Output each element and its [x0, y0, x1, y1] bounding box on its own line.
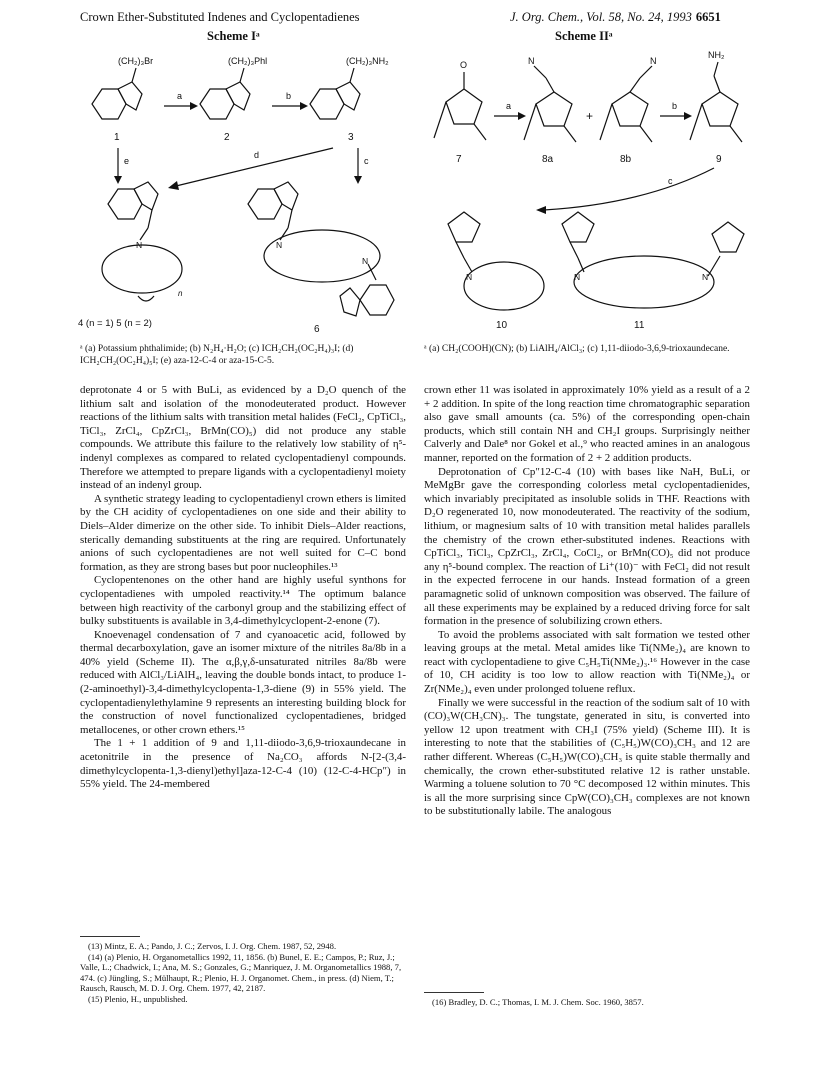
compound-8a-label: 8a [542, 154, 554, 165]
arrow-b-label: b [672, 101, 678, 111]
enone-7-structure [434, 72, 486, 140]
running-header-journal [510, 10, 721, 25]
paragraph: Finally we were successful in the reaction of the sodium salt of 10 with (CO)₃W(CH₃CN)₃. The tungstate, generated in situ, is converted into yellow 12 upon treatment with CH₃I (75% yield) (Scheme III). It is interesting to note that the stabilities of (C₅H₅)W(CO)₃CH₃ and 12 are rather different. Whereas (C₅H₅)W(CO)₃CH₃ is quite stable thermally and chemically, the crown ether-substituted relative 12 is rather unstable. Warming a toluene solution to 70 °C decomposed 12 within minutes. This is all the more surprising since CpW(CO)₃CH₃ complexes are not known to be substitutionally labile. The analogous [424, 696, 750, 818]
paragraph: Cyclopentenones on the other hand are highly useful synthons for cyclopentadienes with umpoled reactivity.¹⁴ The optimum balance between high reactivity of the carbonyl group and the stabilizing effect of bulky substituents is available in 3,4-dimethylcyclopent-2-enone (7). [80, 574, 406, 628]
footnote-rule-right [424, 992, 484, 993]
arrow-a-label: a [177, 91, 183, 101]
indene-3-structure [310, 68, 360, 119]
bis-indene-crown-6-structure [248, 182, 394, 316]
scheme-1-diagram [78, 44, 408, 334]
nitrile-8b-n: N [650, 56, 657, 66]
substituent-phi: (CH₂)₃Phl [228, 56, 268, 66]
reference: (14) (a) Plenio, H. Organometallics 1992, 11, 1856. (b) Bunel, E. E.; Campos, P.; Ruz, J.; Valle, L.; Chadwick, I.; Ana, M. S.; Gonzales, G.; Manriquez, J. M. Organometallics 1988, 7, 474. (c) Jüngling, S.; Mülhaupt, R.; Plenio, H. J. Organomet. Chem., in press. (d) Niem, T.; Rausch, Rausch, M. D. J. Org. Chem. 1977, 42, 2187. [80, 951, 402, 994]
bis-cp-crown-11-structure [562, 212, 744, 308]
crown-11-n2: N [702, 272, 709, 282]
nitrile-8b-structure [600, 66, 652, 142]
crown-11-n1: N [574, 272, 581, 282]
reference: (15) Plenio, H., unpublished. [88, 993, 188, 1004]
journal-citation: J. Org. Chem., Vol. 58, No. 24, 1993 [510, 10, 692, 24]
compound-11-label: 11 [634, 320, 645, 331]
ring-size-n: n [178, 289, 183, 298]
carbonyl-o: O [460, 60, 468, 70]
right-references [424, 997, 750, 1008]
arrow-c [544, 168, 714, 210]
arrow-b-label: b [286, 91, 292, 101]
paragraph: Knoevenagel condensation of 7 and cyanoacetic acid, followed by thermal decarboxylation, gave an isomer mixture of the nitriles 8a/8b in a 40% yield (Scheme II). The α,β,γ,δ-unsaturated nitriles 8a/8b were reduced with AlCl₃/LiAlH₄, leaving the double bonds intact, to produce 1-(2-aminoethyl)-3,4-dimethylcyclopenta-1,3-diene (9) in 55% yield. The cyclopentadienylethylamine 9 represents an interesting building block for the construction of novel functionalized cyclopentadienes, bridged metallocenes, or other crown ethers.¹⁵ [80, 628, 406, 736]
compound-3-label: 3 [348, 132, 354, 143]
right-text-column [424, 384, 750, 819]
left-text-column [80, 384, 406, 792]
compound-10-label: 10 [496, 320, 508, 331]
arrow-c-label: c [364, 156, 369, 166]
arrow-c-label: c [668, 176, 673, 186]
compound-4-5-label: 4 (n = 1) 5 (n = 2) [78, 318, 152, 329]
crown-6-n2: N [362, 256, 369, 266]
crown-10-n: N [466, 272, 473, 282]
paragraph: To avoid the problems associated with salt formation we tested other leaving groups at the metal. Metal amides like Ti(NMe₂)₄ are known to react with cyclopentadiene to give C₅H₅Ti(NMe₂)₃.¹⁶ However in the case of 10, CH acidity is too low to allow reaction with Ti(NMe₂)₄ or Zr(NMe₂)₄ even under prolonged toluene reflux. [424, 628, 750, 696]
compound-7-label: 7 [456, 154, 462, 165]
crown-4-5-n: N [136, 240, 143, 250]
arrow-e-label: e [124, 156, 130, 166]
paragraph: crown ether 11 was isolated in approximately 10% yield as a result of a 2 + 2 addition. In spite of the long reaction time chromatographic separation also gave small amounts (ca. 5%) of the corresponding open-chain products, which still contain NH and CH₂I groups. Surprisingly neither Calverly and Dale⁸ nor Gokel et al.,⁹ who reacted amines in an analogous manner, reported on the formation of 2 + 2 addition products. [424, 384, 750, 464]
scheme-2-footnote: ᵃ (a) CH₂(COOH)(CN); (b) LiAlH₄/AlCl₃; (c) 1,11-diiodo-3,6,9-trioxaundecane. [424, 344, 730, 354]
compound-9-label: 9 [716, 154, 722, 165]
page-number: 6651 [695, 10, 721, 24]
arrow-a-label: a [506, 101, 512, 111]
compound-1-label: 1 [114, 132, 120, 143]
scheme-1-footnote: ᵃ (a) Potassium phthalimide; (b) N₂H₄·H₂O; (c) ICH₂CH₂(OC₂H₄)₃I; (d) ICH₂CH₂(OC₂H₄)₅I; (e) aza-12-C-4 or aza-15-C-5. [80, 344, 354, 366]
crown-6-n1: N [276, 240, 283, 250]
substituent-nh2: (CH₂)₃NH₂ [346, 56, 389, 66]
nitrile-8a-structure [524, 66, 576, 142]
left-references [80, 941, 406, 1005]
plus-sign: + [586, 109, 594, 123]
nitrile-8a-n: N [528, 56, 535, 66]
paragraph: A synthetic strategy leading to cyclopentadienyl crown ethers is limited by the CH acidity of cyclopentadienes on one side and their ability to Diels–Alder dimerize on the other side. To inhibit Diels–Alder reactions, sterically demanding substituents at the ring are required. Unfortunately anions of such cyclopentadienes are not well suited for C–C bond formation, as they are strong bases but poor nucleophiles.¹³ [80, 492, 406, 573]
amine-9-structure [690, 62, 742, 142]
paragraph: deprotonate 4 or 5 with BuLi, as evidenced by a D₂O quench of the lithium salt and isolation of the monodeuterated product. However reactions of the lithium salts with transition metal halides (FeCl₂, CpTiCl₃, TiCl₃, ZrCl₄, CpZrCl₃, BrMn(CO)₅) did not produce any stable compounds. We attribute this failure to the relatively low stability of η⁵-indenyl complexes as compared to related cyclopentadienyl compounds. Therefore we attempted to prepare ligands with a cyclopentadienyl moiety instead of an indenyl group. [80, 384, 406, 492]
compound-2-label: 2 [224, 132, 230, 143]
compound-6-label: 6 [314, 324, 320, 334]
running-header-title: Crown Ether-Substituted Indenes and Cyclopentadienes [80, 10, 360, 24]
scheme-2-diagram [424, 44, 754, 334]
reference: (16) Bradley, D. C.; Thomas, I. M. J. Chem. Soc. 1960, 3857. [432, 997, 644, 1007]
substituent-br: (CH₂)₃Br [118, 56, 154, 66]
indene-1-structure [92, 68, 142, 119]
footnote-rule-left [80, 936, 140, 937]
reference: (13) Mintz, E. A.; Pando, J. C.; Zervos, I. J. Org. Chem. 1987, 52, 2948. [88, 941, 337, 951]
amine-nh2: NH₂ [708, 50, 725, 60]
indene-2-structure [200, 68, 250, 119]
compound-8b-label: 8b [620, 154, 632, 165]
scheme-1-title: Scheme Iᵃ [207, 29, 260, 43]
paragraph: Deprotonation of Cp″12-C-4 (10) with bases like NaH, BuLi, or MeMgBr gave the corresponding colorless metal cyclopentadienides, which invariably precipitated as insoluble solids in THF. Reactions with D₂O regenerated 10, now monodeuterated. The reactivity of the sodium, lithium, or magnesium salts of 10 with transition metal halides parallels the chemistry of the crown ether-substituted indenes. Reactions with CpTiCl₃, TiCl₃, CpZrCl₃, ZrCl₄, CoCl₂, or BrMn(CO)₅ did not produce any η⁵-bound complex. The reaction of Li⁺(10)⁻ with FeCl₂ did not result in the expected ferrocene in our hands. Instead formation of a green paramagnetic solid of unknown composition was observed. The failure of all these experiments may be explained by a reduced driving force for salt formation in the presence of solubilizing crown ethers. [424, 465, 750, 628]
paragraph: The 1 + 1 addition of 9 and 1,11-diiodo-3,6,9-trioxaundecane in acetonitrile in the presence of Na₂CO₃ affords N-[2-(3,4-dimethylcyclopenta-1,3-dienyl)ethyl]aza-12-C-4 (10) (12-C-4-HCp″) in 55% yield. The 24-membered [80, 737, 406, 791]
arrow-d-label: d [254, 150, 260, 160]
crown-cp-10-structure [448, 212, 544, 310]
scheme-2-title: Scheme IIᵃ [555, 29, 613, 43]
